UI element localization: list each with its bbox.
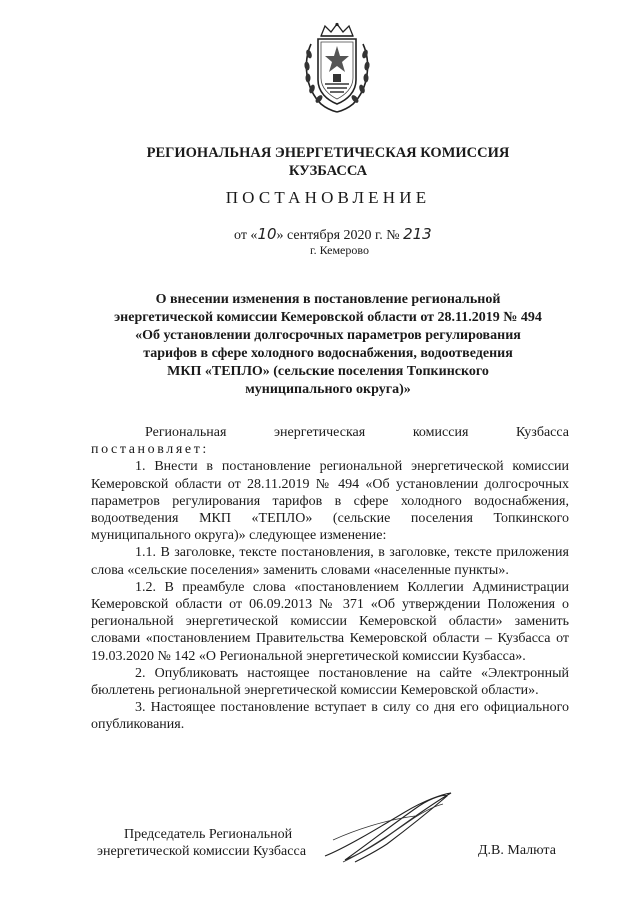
signatory-title-line2: энергетической комиссии Кузбасса — [97, 844, 307, 859]
handwritten-signature — [315, 790, 455, 865]
subject-line: «Об установлении долгосрочных параметров регулирования — [135, 328, 521, 343]
paragraph-1-1: 1.1. В заголовке, тексте постановления, в заголовке, тексте приложения слова «сельские поселения» заменить словами «населенные пункты». — [91, 545, 569, 578]
signatory-name: Д.В. Малюта — [478, 843, 556, 858]
subject-line: О внесении изменения в постановление региональной — [155, 292, 501, 307]
subject-line: муниципального округа)» — [245, 382, 411, 397]
signatory-title — [97, 826, 306, 860]
date-rest: » сентября 2020 г. № — [276, 228, 400, 243]
document-body — [91, 424, 569, 734]
paragraph-1-2: 1.2. В преамбуле слова «постановлением Коллегии Администрации Кемеровской области от 06.09.2013 № 371 «Об утверждении Положения о региональной энергетической комиссии Кемеровской области» заменить словами «постановлением Правительства Кемеровской области – Кузбасса от 19.03.2020 № 142 «О Региональной энергетической комиссии Кузбасса». — [91, 579, 569, 664]
document-number: 213 — [403, 225, 432, 243]
paragraph-2: 2. Опубликовать настоящее постановление на сайте «Электронный бюллетень региональной энергетической комиссии Кемеровской области». — [91, 665, 569, 699]
paragraph-3: 3. Настоящее постановление вступает в силу со дня его официального опубликования. — [91, 700, 569, 733]
date-line — [234, 225, 432, 244]
date-day: 10 — [257, 225, 277, 243]
city-name: г. Кемерово — [310, 243, 369, 257]
date-prefix: от « — [234, 228, 258, 243]
document-type-title: ПОСТАНОВЛЕНИЕ — [225, 188, 431, 207]
subject-line: тарифов в сфере холодного водоснабжения, водоотведения — [143, 346, 513, 361]
subject-line: МКП «ТЕПЛО» (сельские поселения Топкинского — [167, 364, 489, 379]
signatory-title-line1: Председатель Региональной — [124, 827, 293, 842]
organization-name-line2: КУЗБАССА — [288, 163, 368, 179]
paragraph-1: 1. Внести в постановление региональной энергетической комиссии Кемеровской области от 28.11.2019 № 494 «Об установлении долгосрочных параметров регулирования тарифов в сфере холодного водоснабжения, водоотведения МКП «ТЕПЛО» (сельские поселения Топкинского муниципального округа)» следующее изменение: — [91, 459, 569, 544]
intro-line: Региональная энергетическая комиссия Кузбасса — [145, 425, 569, 440]
coat-of-arms-emblem — [301, 22, 373, 114]
organization-name-line1: РЕГИОНАЛЬНАЯ ЭНЕРГЕТИЧЕСКАЯ КОМИССИЯ — [146, 145, 510, 161]
document-subject — [98, 291, 558, 399]
resolution-verb: постановляет: — [91, 442, 209, 458]
subject-line: энергетической комиссии Кемеровской области от 28.11.2019 № 494 — [114, 310, 542, 325]
